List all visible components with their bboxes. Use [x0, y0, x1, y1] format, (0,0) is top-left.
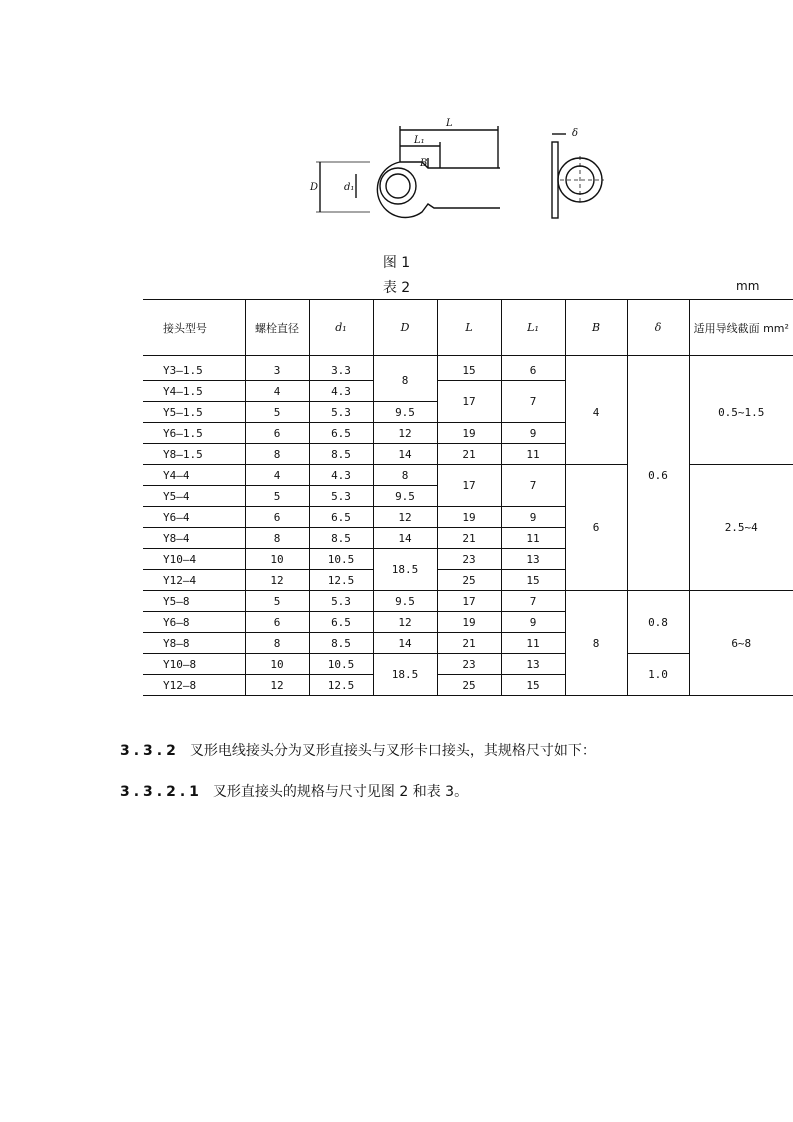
cell-L: 25 [437, 570, 501, 591]
table-row [143, 465, 793, 486]
label-delta: δ [572, 128, 579, 139]
cell-model: Y4—1.5 [143, 381, 245, 402]
header-model: 接头型号 [143, 300, 245, 356]
cell-L1: 13 [501, 654, 565, 675]
cell-L1: 9 [501, 612, 565, 633]
cell-d1: 8.5 [309, 444, 373, 465]
cell-bolt-diameter: 4 [245, 381, 309, 402]
cell-D: 12 [373, 507, 437, 528]
cell-d1: 5.3 [309, 591, 373, 612]
cell-L1: 11 [501, 633, 565, 654]
cell-L: 17 [437, 465, 501, 507]
cell-d1: 5.3 [309, 486, 373, 507]
cell-bolt-diameter: 6 [245, 507, 309, 528]
cell-model: Y5—1.5 [143, 402, 245, 423]
cell-L1: 6 [501, 356, 565, 381]
cell-D: 9.5 [373, 402, 437, 423]
cell-bolt-diameter: 8 [245, 528, 309, 549]
header-bolt-diameter: 螺栓直径 [245, 300, 309, 356]
header-row [143, 300, 793, 356]
cell-model: Y8—8 [143, 633, 245, 654]
cell-d1: 10.5 [309, 654, 373, 675]
cell-bolt-diameter: 4 [245, 465, 309, 486]
cell-L1: 7 [501, 381, 565, 423]
cell-d1: 12.5 [309, 570, 373, 591]
cell-B: 4 [565, 356, 627, 465]
cell-L: 17 [437, 591, 501, 612]
cell-bolt-diameter: 10 [245, 654, 309, 675]
figure-caption: 图 1 [382, 255, 411, 271]
cell-d1: 6.5 [309, 507, 373, 528]
cell-D: 8 [373, 356, 437, 402]
cell-B: 8 [565, 591, 627, 696]
cell-delta: 0.8 [627, 591, 689, 654]
cell-d1: 8.5 [309, 528, 373, 549]
cell-wire-section: 2.5~4 [689, 465, 793, 591]
header-wire-section: 适用导线截面 mm² [689, 300, 793, 356]
cell-L1: 9 [501, 423, 565, 444]
cell-bolt-diameter: 8 [245, 633, 309, 654]
cell-D: 14 [373, 444, 437, 465]
cell-L1: 15 [501, 570, 565, 591]
unit-label: mm [736, 279, 760, 293]
cell-L: 15 [437, 356, 501, 381]
cell-d1: 6.5 [309, 612, 373, 633]
header-delta: δ [627, 300, 689, 356]
cell-L1: 7 [501, 465, 565, 507]
spec-table [143, 299, 793, 696]
cell-D: 18.5 [373, 654, 437, 696]
cell-L1: 7 [501, 591, 565, 612]
cell-model: Y5—8 [143, 591, 245, 612]
header-L: L [437, 300, 501, 356]
cell-model: Y6—4 [143, 507, 245, 528]
cell-model: Y4—4 [143, 465, 245, 486]
cell-model: Y6—1.5 [143, 423, 245, 444]
cell-d1: 4.3 [309, 381, 373, 402]
paragraph-text: 叉形电线接头分为叉形直接头与叉形卡口接头，其规格尺寸如下： [189, 743, 596, 759]
cell-d1: 12.5 [309, 675, 373, 696]
cell-model: Y12—8 [143, 675, 245, 696]
cell-model: Y3—1.5 [143, 356, 245, 381]
cell-d1: 3.3 [309, 356, 373, 381]
cell-L1: 15 [501, 675, 565, 696]
cell-D: 14 [373, 528, 437, 549]
cell-bolt-diameter: 6 [245, 612, 309, 633]
cell-d1: 8.5 [309, 633, 373, 654]
cell-L: 21 [437, 444, 501, 465]
cell-d1: 5.3 [309, 402, 373, 423]
section-number: 3.3.2 [120, 743, 180, 759]
cell-bolt-diameter: 5 [245, 591, 309, 612]
lug-drawing [300, 100, 620, 240]
label-B: B [420, 158, 428, 169]
cell-model: Y5—4 [143, 486, 245, 507]
paragraph-text: 叉形直接头的规格与尺寸见图 2 和表 3。 [212, 784, 469, 800]
cell-bolt-diameter: 8 [245, 444, 309, 465]
cell-D: 12 [373, 423, 437, 444]
cell-bolt-diameter: 12 [245, 570, 309, 591]
label-D: D [310, 182, 319, 193]
cell-model: Y10—8 [143, 654, 245, 675]
cell-D: 9.5 [373, 591, 437, 612]
label-d1: d₁ [344, 182, 355, 193]
cell-delta: 0.6 [627, 356, 689, 591]
cell-delta: 1.0 [627, 654, 689, 696]
cell-D: 14 [373, 633, 437, 654]
paragraph-3-3-2-1 [120, 781, 468, 801]
cell-bolt-diameter: 6 [245, 423, 309, 444]
cell-model: Y8—4 [143, 528, 245, 549]
cell-d1: 4.3 [309, 465, 373, 486]
header-L1: L₁ [501, 300, 565, 356]
cell-L: 23 [437, 549, 501, 570]
header-D: D [373, 300, 437, 356]
cell-L: 23 [437, 654, 501, 675]
cell-L: 19 [437, 612, 501, 633]
table-caption: 表 2 [382, 280, 411, 296]
cell-L: 19 [437, 423, 501, 444]
cell-model: Y12—4 [143, 570, 245, 591]
cell-D: 18.5 [373, 549, 437, 591]
label-L1: L₁ [414, 135, 425, 146]
label-L: L [446, 118, 453, 129]
section-number: 3.3.2.1 [120, 784, 203, 800]
cell-L1: 11 [501, 528, 565, 549]
cell-bolt-diameter: 5 [245, 486, 309, 507]
cell-d1: 6.5 [309, 423, 373, 444]
cell-bolt-diameter: 5 [245, 402, 309, 423]
cell-D: 8 [373, 465, 437, 486]
cell-L1: 11 [501, 444, 565, 465]
cell-bolt-diameter: 10 [245, 549, 309, 570]
cell-D: 9.5 [373, 486, 437, 507]
cell-L1: 13 [501, 549, 565, 570]
table-body [143, 356, 793, 696]
cell-bolt-diameter: 3 [245, 356, 309, 381]
cell-L: 21 [437, 633, 501, 654]
paragraph-3-3-2 [120, 740, 596, 760]
header-B: B [565, 300, 627, 356]
cell-d1: 10.5 [309, 549, 373, 570]
cell-model: Y6—8 [143, 612, 245, 633]
cell-L: 19 [437, 507, 501, 528]
cell-L1: 9 [501, 507, 565, 528]
cell-L: 25 [437, 675, 501, 696]
cell-L: 17 [437, 381, 501, 423]
cell-model: Y8—1.5 [143, 444, 245, 465]
table-row [143, 356, 793, 381]
cell-wire-section: 6~8 [689, 591, 793, 696]
cell-L: 21 [437, 528, 501, 549]
cell-wire-section: 0.5~1.5 [689, 356, 793, 465]
cell-model: Y10—4 [143, 549, 245, 570]
header-d1: d₁ [309, 300, 373, 356]
cell-bolt-diameter: 12 [245, 675, 309, 696]
cell-D: 12 [373, 612, 437, 633]
table-row [143, 591, 793, 612]
cell-B: 6 [565, 465, 627, 591]
